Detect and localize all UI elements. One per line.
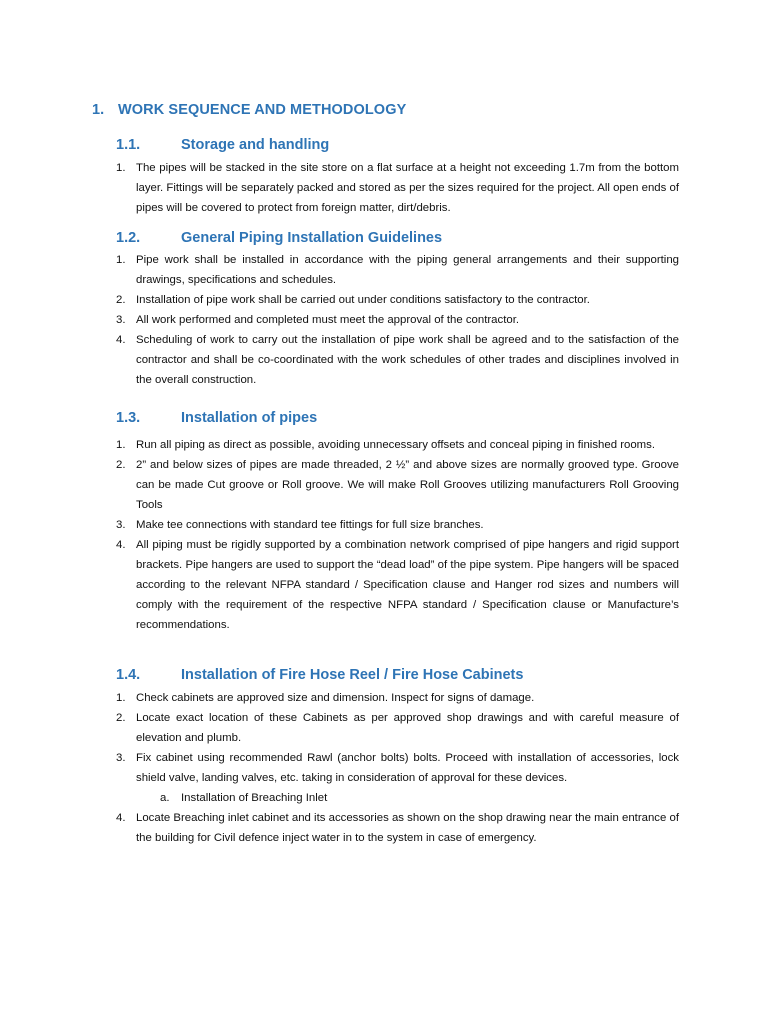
item-number: 1.	[116, 692, 126, 704]
item-text: Locate exact location of these Cabinets as per approved shop drawings and with careful measure of elevation and plumb.	[136, 712, 679, 744]
item-number: 2.	[116, 459, 126, 471]
item-text: Scheduling of work to carry out the installation of pipe work shall be agreed and to the satisfaction of the contractor and shall be co-coordinated with the work schedules of other trades and disciplines involved in the overall construction.	[136, 334, 679, 386]
list-item	[116, 310, 679, 330]
sub-list-item	[116, 788, 679, 808]
list-item	[116, 158, 679, 218]
subitem-text: Installation of Breaching Inlet	[181, 792, 328, 804]
item-number: 1.	[116, 162, 126, 174]
section-number: 1.4.	[116, 667, 141, 683]
list-item	[116, 435, 679, 455]
item-number: 3.	[116, 314, 126, 326]
item-number: 4.	[116, 812, 126, 824]
subitem-letter: a.	[160, 792, 170, 804]
section-number: 1.3.	[116, 410, 141, 426]
section-list-general-piping	[116, 250, 679, 390]
item-text: Locate Breaching inlet cabinet and its accessories as shown on the shop drawing near the main entrance of the building for Civil defence inject water in to the system in case of emergency.	[136, 812, 679, 844]
item-number: 4.	[116, 334, 126, 346]
item-text: Make tee connections with standard tee fittings for full size branches.	[136, 519, 484, 531]
heading-number: 1.	[92, 102, 105, 118]
item-number: 3.	[116, 752, 126, 764]
list-item	[116, 748, 679, 788]
item-text: The pipes will be stacked in the site store on a flat surface at a height not exceeding 1.7m from the bottom layer. Fittings will be separately packed and stored as per the sizes required for the project. All open ends of pipes will be covered to protect from foreign matter, dirt/debris.	[136, 162, 679, 214]
item-text: All work performed and completed must meet the approval of the contractor.	[136, 314, 520, 326]
section-heading-general-piping	[116, 230, 442, 246]
item-text: Installation of pipe work shall be carried out under conditions satisfactory to the contractor.	[136, 294, 590, 306]
heading-title: WORK SEQUENCE AND METHODOLOGY	[118, 102, 407, 118]
list-item	[116, 290, 679, 310]
list-item	[116, 535, 679, 635]
section-title: Installation of pipes	[181, 410, 318, 426]
list-item	[116, 455, 679, 515]
item-text: Fix cabinet using recommended Rawl (anchor bolts) bolts. Proceed with installation of accessories, lock shield valve, landing valves, etc. taking in consideration of approval for these devices.	[136, 752, 679, 784]
item-text: 2” and below sizes of pipes are made threaded, 2 ½” and above sizes are normally grooved type. Groove can be made Cut groove or Roll groove. We will make Roll Grooves utilizing manufacturers Roll Grooving Tools	[136, 459, 679, 511]
section-heading-installation-pipes	[116, 410, 317, 426]
list-item	[116, 808, 679, 848]
list-item	[116, 515, 679, 535]
section-title: General Piping Installation Guidelines	[181, 230, 443, 246]
item-number: 4.	[116, 539, 126, 551]
section-list-storage	[116, 158, 679, 218]
section-title: Installation of Fire Hose Reel / Fire Hose Cabinets	[181, 667, 524, 683]
section-number: 1.2.	[116, 230, 141, 246]
list-item	[116, 250, 679, 290]
item-text: Check cabinets are approved size and dimension. Inspect for signs of damage.	[136, 692, 535, 704]
item-text: Pipe work shall be installed in accordance with the piping general arrangements and their supporting drawings, specifications and schedules.	[136, 254, 679, 286]
list-item	[116, 330, 679, 390]
section-heading-storage	[116, 137, 329, 153]
heading-work-sequence	[92, 102, 406, 118]
section-heading-fire-hose	[116, 667, 523, 683]
item-number: 3.	[116, 519, 126, 531]
item-text: All piping must be rigidly supported by a combination network comprised of pipe hangers and rigid support brackets. Pipe hangers are used to support the “dead load” of the pipe system. Pipe hangers will be spaced according to the relevant NFPA standard / Specification clause and Hanger rod sizes and numbers will comply with the requirement of the respective NFPA standard / Specification clause or Manufacture’s recommendations.	[136, 539, 679, 631]
item-number: 1.	[116, 254, 126, 266]
section-title: Storage and handling	[181, 137, 330, 153]
item-number: 2.	[116, 294, 126, 306]
item-number: 1.	[116, 439, 126, 451]
section-number: 1.1.	[116, 137, 141, 153]
list-item	[116, 688, 679, 708]
item-number: 2.	[116, 712, 126, 724]
item-text: Run all piping as direct as possible, avoiding unnecessary offsets and conceal piping in finished rooms.	[136, 439, 656, 451]
section-list-installation-pipes	[116, 435, 679, 635]
section-list-fire-hose	[116, 688, 679, 848]
list-item	[116, 708, 679, 748]
